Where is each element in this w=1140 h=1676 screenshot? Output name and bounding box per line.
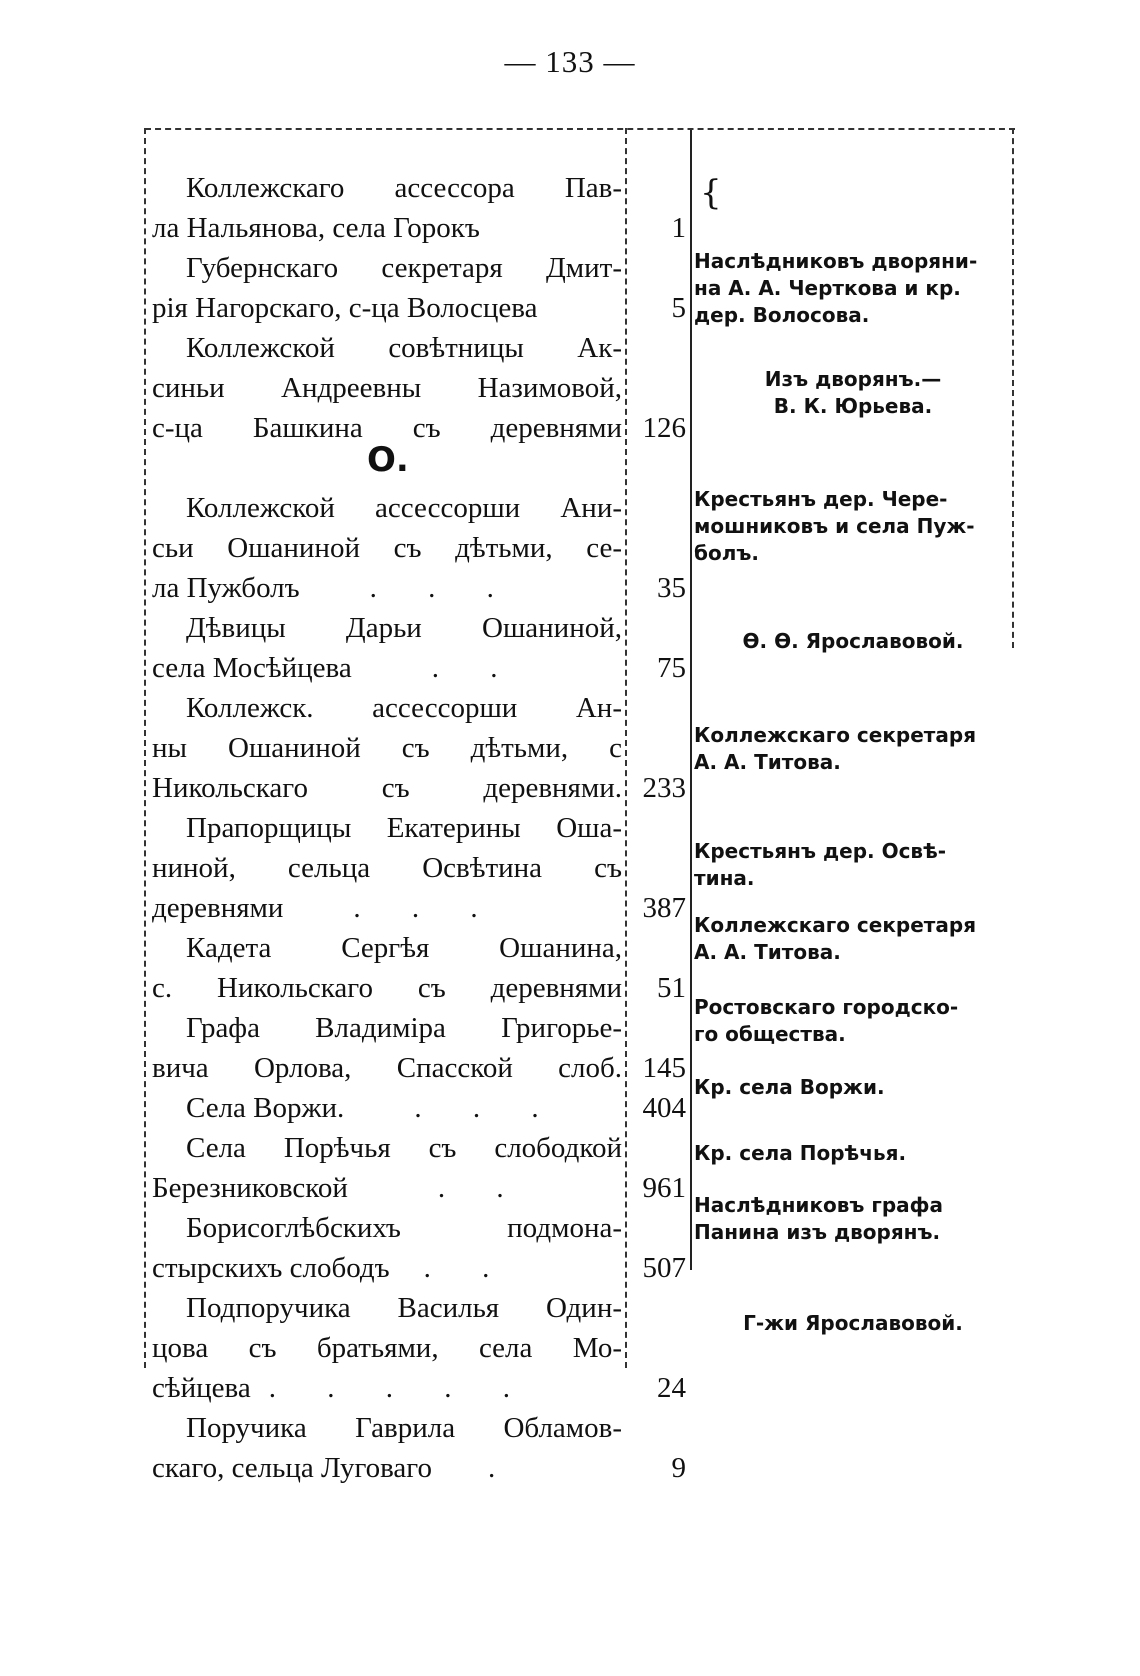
leader-dots: . .	[431, 652, 520, 684]
entry-line: Села Воржи. . . .	[186, 1092, 561, 1124]
entry-line: вича Орлова, Спасской слоб.	[152, 1052, 622, 1084]
leader-dots: . .	[423, 1252, 512, 1284]
entry-line: сьи Ошаниной съ дѣтьми, се-	[152, 532, 622, 564]
entry-number: 961	[642, 1172, 686, 1204]
entry-note: Коллежскаго секретаря А. А. Титова.	[694, 913, 977, 964]
entry-line: сѣйцева . . . . .	[152, 1372, 532, 1404]
leader-dots: . . .	[369, 572, 516, 604]
column-divider-numbers	[690, 130, 692, 1270]
entry-line: скаго, сельца Луговаго .	[152, 1452, 518, 1484]
entry-number: 145	[642, 1052, 686, 1084]
entry-number: 51	[657, 972, 686, 1004]
entry-note: Крестьянъ дер. Чере- мошниковъ и села Пуж- болъ.	[694, 487, 975, 565]
entry-line: Графа Владиміра Григорье-	[186, 1012, 622, 1044]
right-border	[1012, 128, 1014, 648]
entry-line: села Мосѣйцева . .	[152, 652, 520, 684]
entry-note: Наслѣдниковъ графа Панина изъ дворянъ.	[694, 1193, 944, 1244]
entry-line: рія Нагорскаго, с-ца Волосцева	[152, 292, 538, 324]
entry-line: ниной, сельца Освѣтина съ	[152, 852, 622, 884]
entry-number: 75	[657, 652, 686, 684]
section-letter: О.	[367, 440, 409, 480]
entry-line: деревнями . . .	[152, 892, 500, 924]
entry-line: Кадета Сергѣя Ошанина,	[186, 932, 622, 964]
entry-line: Коллежск. ассессорши Ан-	[186, 692, 622, 724]
entry-line: Коллежской совѣтницы Ак-	[186, 332, 622, 364]
entry-line: ла Нальянова, села Горокъ	[152, 212, 480, 244]
entry-line: Поручика Гаврила Обламов-	[186, 1412, 622, 1444]
entry-line: синьи Андреевны Назимовой,	[152, 372, 622, 404]
entry-number: 1	[671, 212, 686, 244]
entry-line: с. Никольскаго съ деревнями	[152, 972, 622, 1004]
entry-number: 404	[642, 1092, 686, 1124]
entry-number: 35	[657, 572, 686, 604]
entry-line: Никольскаго съ деревнями.	[152, 772, 622, 804]
entry-number: 24	[657, 1372, 686, 1404]
entry-number: 126	[642, 412, 686, 444]
entry-note: Коллежскаго секретаря А. А. Титова.	[694, 723, 977, 774]
leader-dots: .	[487, 1452, 518, 1484]
entry-line: ны Ошаниной съ дѣтьми, с	[152, 732, 622, 764]
entry-line: ла Пужболъ . . .	[152, 572, 516, 604]
entry-number: 5	[671, 292, 686, 324]
entry-line: Борисоглѣбскихъ подмона-	[186, 1212, 622, 1244]
entry-line: с-ца Башкина съ деревнями	[152, 412, 622, 444]
entry-note: Кр. села Воржи.	[694, 1075, 885, 1099]
entry-line: цова съ братьями, села Мо-	[152, 1332, 622, 1364]
entry-line: Подпоручика Василья Один-	[186, 1292, 622, 1324]
column-divider-text	[625, 128, 627, 1368]
leader-dots: . . .	[414, 1092, 561, 1124]
entry-line: Коллежскаго ассессора Пав-	[186, 172, 622, 204]
left-border	[144, 128, 146, 1368]
entry-note: Ростовскаго городско- го общества.	[694, 995, 959, 1046]
brace-mark: {	[700, 173, 722, 213]
entry-line: стырскихъ слободъ . .	[152, 1252, 512, 1284]
entry-line: Прапорщицы Екатерины Оша-	[186, 812, 622, 844]
entry-note: Г-жи Ярославовой.	[743, 1311, 963, 1335]
entry-line: Губернскаго секретаря Дмит-	[186, 252, 622, 284]
entry-number: 233	[642, 772, 686, 804]
entry-number: 387	[642, 892, 686, 924]
entry-line: Коллежской ассессорши Ани-	[186, 492, 622, 524]
leader-dots: . . .	[353, 892, 500, 924]
page-number: — 133 —	[504, 44, 636, 79]
entry-line: Села Порѣчья съ слободкой	[186, 1132, 622, 1164]
entry-note: Наслѣдниковъ дворяни- на А. А. Черткова и кр. дер. Волосова.	[694, 249, 978, 327]
entry-note: Ѳ. Ѳ. Ярославовой.	[742, 629, 964, 653]
leader-dots: . . . . .	[268, 1372, 532, 1404]
top-rule	[145, 128, 1015, 130]
entry-line: Дѣвицы Дарьи Ошаниной,	[186, 612, 622, 644]
entry-note: Изъ дворянъ.— В. К. Юрьева.	[764, 367, 942, 418]
entry-number: 507	[642, 1252, 686, 1284]
entry-note: Кр. села Порѣчья.	[694, 1141, 907, 1165]
entry-line: Березниковской . .	[152, 1172, 526, 1204]
entry-note: Крестьянъ дер. Освѣ- тина.	[694, 839, 947, 890]
entry-number: 9	[671, 1452, 686, 1484]
leader-dots: . .	[437, 1172, 526, 1204]
